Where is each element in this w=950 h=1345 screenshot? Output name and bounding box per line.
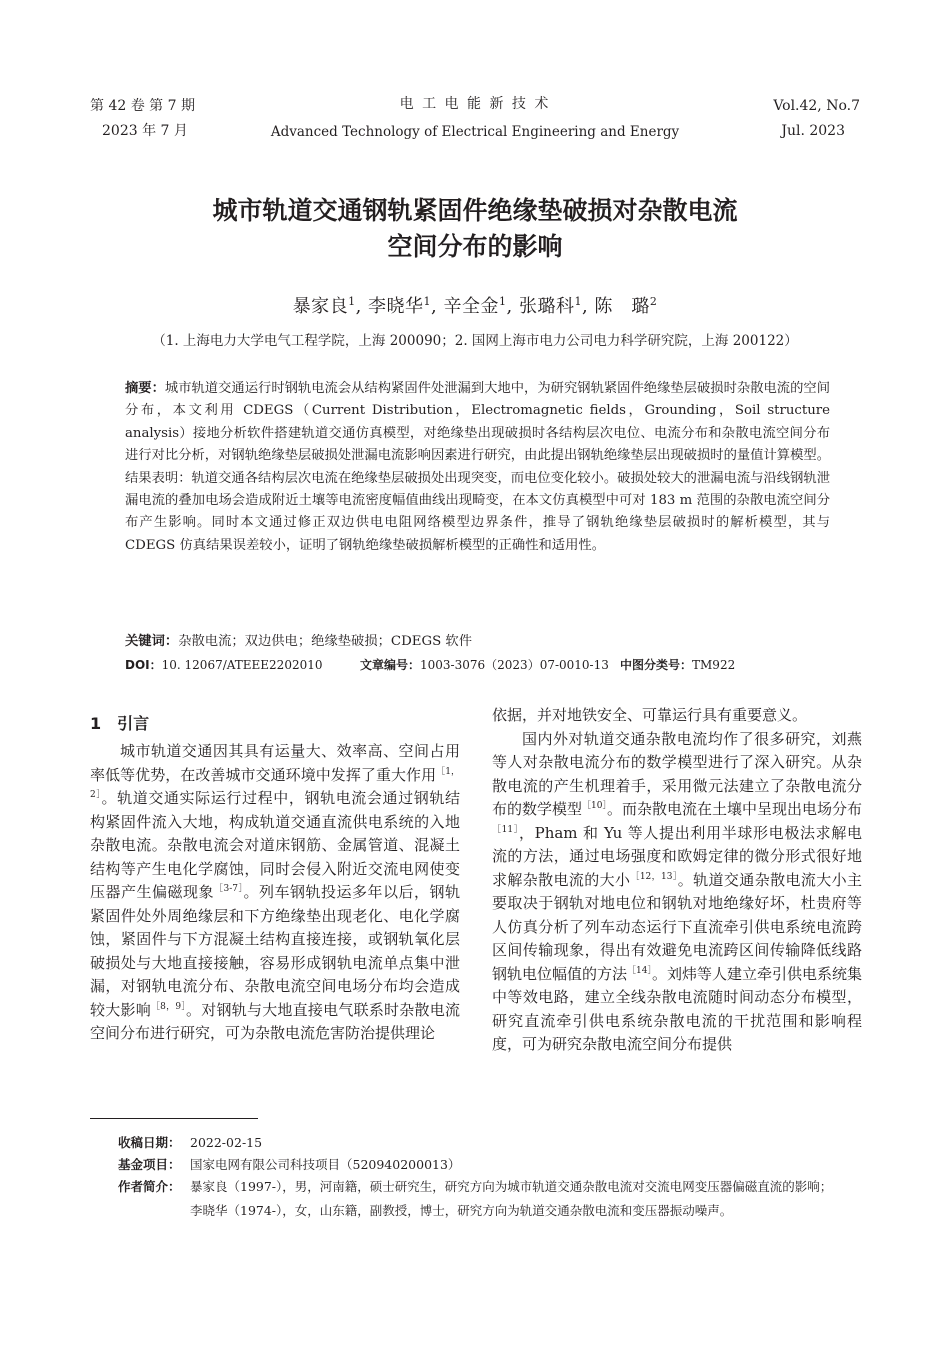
article-number-label: 文章编号：	[360, 658, 421, 672]
volume-issue-en: Vol.42, No.7	[773, 98, 860, 114]
citation[interactable]: ［12，13］	[630, 871, 678, 882]
body-paragraph: 依据，并对地铁安全、可靠运行具有重要意义。	[492, 706, 808, 724]
footnote-divider	[90, 1118, 258, 1119]
author: 陈 璐	[594, 296, 650, 317]
author-affiliation-mark: 2	[649, 295, 658, 308]
author-affiliation-mark: 1	[348, 295, 356, 308]
date-en: Jul. 2023	[781, 123, 845, 139]
section-heading: 1 引言	[90, 714, 150, 733]
received-date	[118, 1133, 860, 1153]
left-column	[90, 712, 460, 1046]
author-affiliation-mark: 1	[574, 295, 582, 308]
clc-value: TM922	[692, 658, 736, 672]
date-cn: 2023 年 7 月	[102, 123, 188, 139]
keywords-label: 关键词：	[125, 634, 179, 649]
article-number-value: 1003-3076（2023）07-0010-13	[420, 658, 609, 672]
author-affiliation-mark: 1	[423, 295, 432, 308]
article-meta	[125, 655, 830, 675]
fund-label: 基金项目：	[118, 1157, 181, 1172]
body-paragraph: 国内外对轨道交通杂散电流均作了很多研究，刘燕等人对杂散电流分布的数学模型进行了深入研究。从杂散电流的产生机理着手，采用微元法建立了杂散电流分布的数学模型$^{[10]}$。而杂散电流在土壤中呈现出电场分布$^{[11]}$，Pham 和 Yu 等人提出利用半球形电极法求解电流的方法，通过电场强度和欧姆定律的微分形式很好地求解杂散电流的大小$^{[12,13]}$。轨道交通杂散电流大小主要取决于钢轨对地电位和钢轨对地绝缘好坏，杜贵府等人仿真分析了列车动态运行下直流牵引供电系统电流跨区间传输现象，得出有效避免电流跨区间传输降低线路钢轨电位幅值的方法$^{[14]}$。刘炜等人建立牵引供电系统集中等效电路，建立全线杂散电流随时间动态分布模型，研究直流牵引供电系统杂散电流的干扰范围和影响程度，可为研究杂散电流空间分布提供	[492, 729, 862, 1053]
author-bio	[118, 1177, 860, 1221]
bio-entry: 暴家良（1997-），男，河南籍，硕士研究生，研究方向为城市轨道交通杂散电流对交流电网变压器偏磁直流的影响；	[190, 1179, 833, 1194]
keywords-text: 杂散电流；双边供电；绝缘垫破损；CDEGS 软件	[178, 634, 473, 649]
paper-title-line-1: 城市轨道交通钢轨紧固件绝缘垫破损对杂散电流	[212, 196, 738, 225]
received-label: 收稿日期：	[118, 1135, 181, 1150]
abstract-label: 摘要：	[125, 381, 165, 396]
journal-title-cn: 电 工 电 能 新 技 术	[399, 96, 551, 112]
body-paragraph: 城市轨道交通因其具有运量大、效率高、空间占用率低等优势，在改善城市交通环境中发挥了重大作用$^{[1,2]}$。轨道交通实际运行过程中，钢轨电流会通过钢轨结构紧固件流入大地，构成轨道交通直流供电系统的入地杂散电流。杂散电流会对道床钢筋、金属管道、混凝土结构等产生电化学腐蚀，同时会侵入附近交流电网使变压器产生偏磁现象$^{[3-7]}$。列车钢轨投运多年以后，钢轨紧固件处外周绝缘层和下方绝缘垫出现老化、电化学腐蚀，紧固件与下方混凝土结构直接连接，或钢轨氧化层破损处与大地直接接触，容易形成钢轨电流单点集中泄漏，对钢轨电流分布、杂散电流空间电场分布均会造成较大影响$^{[8,9]}$。对钢轨与大地直接电气联系时杂散电流空间分布进行研究，可为杂散电流危害防治提供理论	[90, 742, 460, 1042]
author: 辛全金	[443, 296, 499, 317]
article-number-block	[360, 655, 620, 675]
author-affiliation-mark: 1	[499, 295, 507, 308]
doi-value[interactable]: 10. 12067/ATEEE2202010	[161, 658, 323, 672]
doi-block	[125, 655, 360, 675]
paper-title-line-2: 空间分布的影响	[387, 232, 563, 261]
citation[interactable]: ［1，2］	[90, 766, 460, 800]
doi-label: DOI：	[125, 658, 162, 672]
bio-label: 作者简介：	[118, 1179, 181, 1194]
journal-title-en: Advanced Technology of Electrical Engineering and Energy	[270, 124, 680, 140]
affiliations: （1. 上海电力大学电气工程学院，上海 200090；2. 国网上海市电力公司电力科学研究院，上海 200122）	[152, 333, 798, 349]
clc-block	[620, 655, 735, 675]
author: 暴家良	[292, 296, 349, 317]
author: 张璐科	[518, 296, 575, 317]
right-column	[492, 704, 862, 1057]
citation[interactable]: ［14］	[627, 965, 652, 976]
fund-value: 国家电网有限公司科技项目（520940200013）	[190, 1157, 461, 1172]
bio-values	[190, 1177, 860, 1221]
abstract	[125, 378, 830, 557]
author-list: 暴家良$^1$, 李晓华$^1$, 辛全金$^1$, 张璐科$^1$, 陈 璐$^2$	[292, 295, 658, 317]
bio-entry: 李晓华（1974-），女，山东籍，副教授，博士，研究方向为轨道交通杂散电流和变压器振动噪声。	[190, 1203, 733, 1218]
fund-project	[118, 1155, 860, 1175]
author: 李晓华	[368, 296, 424, 317]
footnotes	[118, 1133, 860, 1221]
citation[interactable]: ［10］	[582, 801, 607, 811]
citation[interactable]: ［8，9］	[150, 1001, 187, 1012]
citation[interactable]: ［3-7］	[214, 884, 244, 894]
volume-issue-cn: 第 42 卷 第 7 期	[90, 98, 195, 114]
keywords	[125, 632, 830, 652]
clc-label: 中图分类号：	[620, 658, 693, 672]
abstract-text: 城市轨道交通运行时钢轨电流会从结构紧固件处泄漏到大地中，为研究钢轨紧固件绝缘垫层破损时杂散电流的空间分布，本文利用 CDEGS（Current Distribution，Electromagnetic fields，Grounding，Soil structure analysis）接地分析软件搭建轨道交通仿真模型，对绝缘垫出现破损时各结构层次电位、电流分布和杂散电流空间分布进行对比分析，对钢轨绝缘垫层破损处泄漏电流影响因素进行研究，由此提出钢轨绝缘垫层出现破损时的量值计算模型。结果表明：轨道交通各结构层次电流在绝缘垫层破损处出现突变，而电位变化较小。破损处较大的泄漏电流与沿线钢轨泄漏电流的叠加电场会造成附近土壤等电流密度幅值曲线出现畸变，在本文仿真模型中可对 183 m 范围的杂散电流空间分布产生影响。同时本文通过修正双边供电电阻网络模型边界条件，推导了钢轨绝缘垫层破损时的解析模型，其与 CDEGS 仿真结果误差较小，证明了钢轨绝缘垫破损解析模型的正确性和适用性。	[125, 381, 830, 553]
citation[interactable]: ［11］	[492, 824, 519, 835]
received-value: 2022-02-15	[190, 1135, 263, 1150]
